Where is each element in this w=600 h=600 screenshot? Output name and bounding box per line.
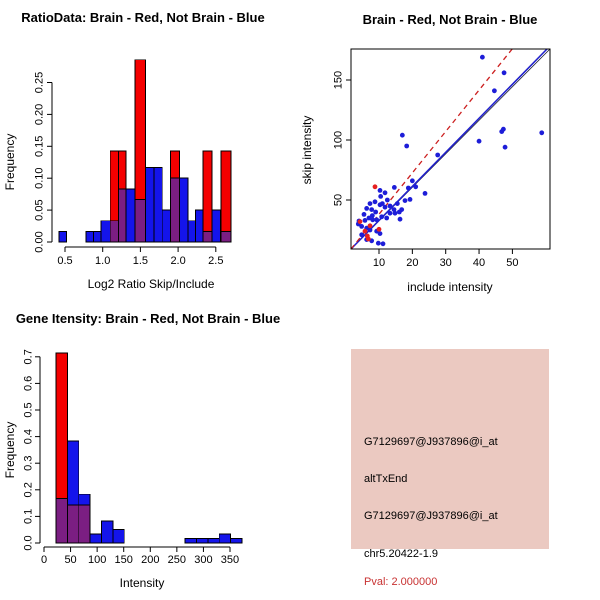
data-point-blue [477,139,482,144]
x-tick-label: 0 [40,554,48,566]
hist-bar [126,189,135,242]
probe-id-line-2: G7129697@J937896@i_at [364,510,498,522]
scatter-xlabel: include intensity [407,280,493,294]
x-tick-label: 300 [194,554,213,566]
intensity-histogram-chart [0,300,300,600]
data-point-blue [379,214,384,219]
x-tick-label: 250 [167,554,187,566]
scatter-plot [333,49,551,269]
data-point-blue [400,133,405,138]
data-point-blue [480,55,485,60]
y-axis [23,349,41,550]
hist-bar [94,231,102,242]
data-point-blue [404,144,409,149]
probe-id-line: G7129697@J937896@i_at [364,436,498,448]
hist-bar [212,210,220,242]
ratio-hist-xlabel: Log2 Ratio Skip/Include [87,277,215,291]
hist-bar [154,168,162,242]
y-tick-label: 0.1 [22,508,35,525]
data-point-blue [363,218,368,223]
data-point-blue [362,212,367,217]
data-point-red [358,219,363,224]
data-point-blue [364,206,369,211]
intensity_hist-plot [23,349,242,566]
hist-bar [208,539,219,543]
data-point-blue [403,198,408,203]
data-point-blue [368,228,373,233]
y-tick-label: 0.6 [22,375,35,392]
data-point-blue [373,199,378,204]
y-tick-label: 0.20 [33,103,46,126]
x-tick-label: 10 [372,257,386,269]
data-point-red [377,227,382,232]
splice-type-line: altTxEnd [364,473,408,485]
hist-bar [86,231,94,242]
hist-bar [101,221,110,242]
x-tick-label: 20 [406,257,419,269]
histogram-bars [59,60,231,242]
fit-line-blue [351,49,547,249]
x-tick-label: 2.0 [170,255,186,267]
hist-bar-overlap [67,505,78,543]
data-point-blue [392,185,397,190]
y-tick-label: 0.25 [33,71,46,94]
hist-bar [59,231,67,242]
y-tick-label: 0.00 [33,231,46,253]
hist-bar-overlap [135,199,146,242]
data-point-blue [503,145,508,150]
x-tick-label: 50 [506,257,519,269]
ratio-hist-title: RatioData: Brain - Red, Not Brain - Blue [21,10,265,25]
y-tick-label: 0.4 [22,428,35,445]
hist-bar [185,539,196,543]
hist-bar-overlap [171,178,180,242]
data-point-red [368,223,373,228]
panel-scatter-plot [300,0,600,300]
ratio-histogram-chart [0,0,300,300]
data-point-blue [385,198,390,203]
y-tick-label: 100 [332,130,345,150]
x-axis [373,249,519,269]
hist-bar-overlap [79,505,90,543]
hist-bar [219,534,230,543]
histogram-bars [56,353,242,543]
data-point-blue [393,211,398,216]
data-point-blue [376,241,381,246]
y-tick-label: 150 [332,70,345,90]
intensity-hist-title: Gene Itensity: Brain - Red, Not Brain - Blue [15,311,281,326]
y-tick-label: 0.15 [33,135,46,158]
data-point-blue [395,201,400,206]
data-point-blue [359,232,364,237]
data-point-blue [383,190,388,195]
x-tick-label: 150 [114,554,133,566]
data-point-blue [369,207,374,212]
hist-bar [188,221,196,242]
data-point-blue [378,231,383,236]
data-point-blue [408,197,413,202]
hist-bar-overlap [119,189,127,242]
hist-bar [162,210,170,242]
y-axis [333,71,352,206]
y-tick-label: 0.05 [33,199,46,221]
hist-bar [180,178,188,242]
x-tick-label: 1.5 [132,255,149,267]
ratio-hist-ylabel: Frequency [3,133,17,191]
x-tick-label: 350 [220,554,240,566]
data-point-blue [399,207,404,212]
x-tick-label: 40 [472,257,486,269]
y-tick-label: 0.3 [22,455,35,471]
hist-bar [203,151,212,242]
data-point-red [373,184,378,189]
intensity-hist-xlabel: Intensity [119,576,165,590]
data-point-blue [398,217,403,222]
x-tick-label: 200 [141,554,160,566]
data-point-blue [378,188,383,193]
panel-gene-info [300,300,600,600]
data-point-blue [406,186,411,191]
hist-bar [146,168,154,242]
x-tick-label: 0.5 [57,255,73,267]
hist-bar [113,530,124,543]
hist-bar [101,521,112,543]
scatter-ylabel: skip intensity [300,115,314,185]
x-tick-label: 2.5 [208,255,224,267]
data-point-blue [373,210,378,215]
data-point-blue [410,178,415,183]
hist-bar-overlap [110,221,118,242]
x-axis [41,547,239,566]
y-axis [34,72,53,253]
data-point-red [365,234,370,239]
intensity-hist-ylabel: Frequency [3,421,17,479]
data-point-blue [423,191,428,196]
scatter-chart [300,0,600,300]
y-tick-label: 0.10 [33,167,46,189]
x-tick-label: 1.0 [95,255,111,267]
x-tick-label: 100 [87,554,107,566]
data-point-blue [388,211,393,216]
hist-bar [231,539,242,543]
data-point-blue [368,201,373,206]
hist-bar [197,539,208,543]
x-tick-label: 30 [439,257,452,269]
y-tick-label: 0.5 [22,402,35,418]
data-point-blue [502,70,507,75]
gene-info-box [351,349,549,588]
panel-ratio-histogram [0,0,300,300]
y-tick-label: 0.0 [22,535,35,551]
data-point-blue [388,204,393,209]
hist-bar-overlap [221,231,231,242]
y-tick-label: 0.2 [22,482,35,498]
scatter-title: Brain - Red, Not Brain - Blue [362,12,538,27]
chromosome-line: chr5.20422-1.9 [364,548,438,560]
data-point-blue [367,216,372,221]
x-tick-label: 50 [64,554,77,566]
data-point-red [363,229,368,234]
ratio_hist-plot [34,60,231,267]
panel-intensity-histogram [0,300,300,600]
data-point-blue [413,184,418,189]
y-tick-label: 0.7 [22,349,35,365]
hist-bar [221,151,231,242]
data-point-blue [501,127,506,132]
data-point-blue [539,130,544,135]
hist-bar [195,210,203,242]
y-tick-label: 50 [332,193,345,207]
data-point-blue [492,88,497,93]
hist-bar-overlap [203,231,212,242]
data-point-blue [378,194,383,199]
x-axis [57,247,223,267]
data-point-blue [381,241,386,246]
hist-bar-overlap [56,499,67,543]
hist-bar [90,534,101,543]
data-point-blue [435,153,440,158]
pval-line: Pval: 2.000000 [364,576,438,588]
data-point-blue [384,216,389,221]
data-point-blue [380,201,385,206]
